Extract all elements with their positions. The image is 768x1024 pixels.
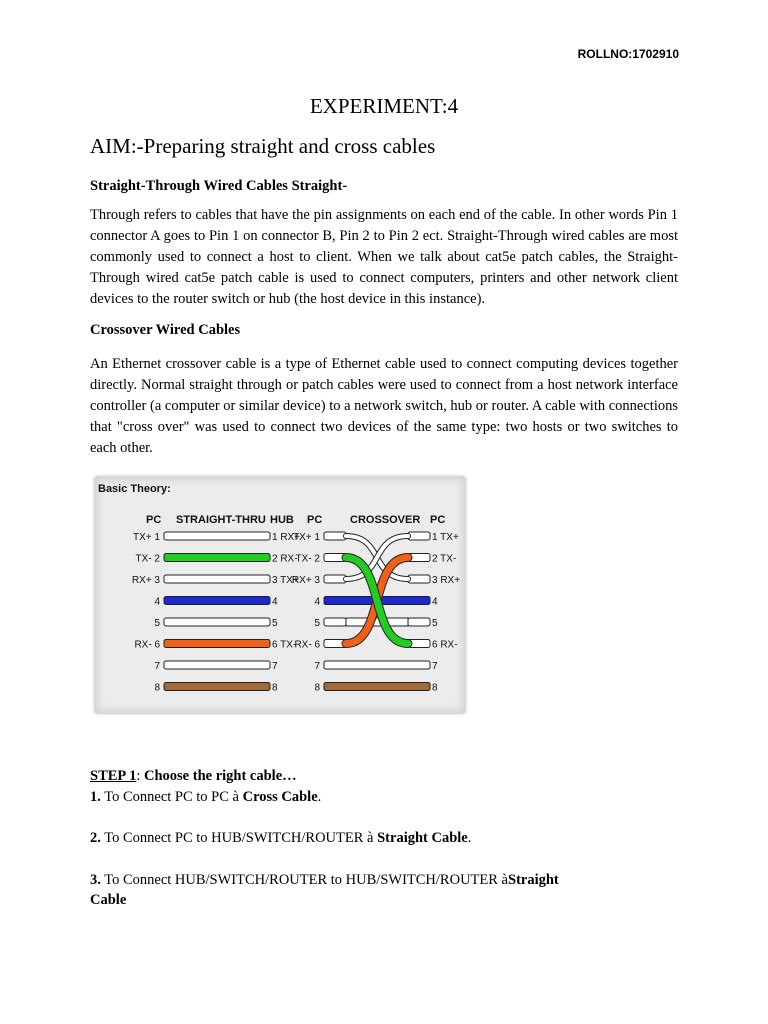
roll-number: ROLLNO:1702910 bbox=[577, 47, 679, 61]
crossover-left-pin-label: 8 bbox=[314, 682, 320, 694]
step-item-bold: Straight bbox=[508, 872, 559, 888]
hub-pin-label: 5 bbox=[272, 618, 278, 629]
step-item-end: . bbox=[317, 789, 322, 805]
step-item-bold: Straight Cable bbox=[377, 830, 468, 846]
step-item-2 bbox=[90, 828, 471, 849]
crossover-left-pin-label: 7 bbox=[314, 661, 320, 672]
crossover-label: CROSSOVER bbox=[350, 514, 421, 526]
crossover-right-pin-label: 5 bbox=[432, 618, 438, 629]
step-item-bold: Cross Cable bbox=[242, 789, 318, 805]
straight-wire bbox=[164, 640, 270, 648]
hub-label: HUB bbox=[270, 514, 294, 526]
step-separator: : bbox=[136, 768, 144, 784]
step-item-number: 2. bbox=[90, 830, 101, 846]
crossover-left-pin-label: RX+ 3 bbox=[291, 575, 320, 586]
left-pin-label: 5 bbox=[154, 618, 160, 629]
straight-wire bbox=[164, 554, 270, 562]
step-title: Choose the right cable… bbox=[144, 768, 297, 784]
straight-wire bbox=[164, 597, 270, 605]
left-pin-label: TX+ 1 bbox=[133, 532, 160, 543]
wiring-diagram bbox=[94, 476, 466, 714]
hub-pin-label: 6 TX- bbox=[272, 639, 297, 651]
left-pin-label: RX- 6 bbox=[134, 639, 160, 651]
straight-wire bbox=[164, 661, 270, 669]
crossover-right-stub bbox=[408, 532, 430, 540]
left-pin-label: 4 bbox=[154, 596, 160, 608]
crossover-left-pin-label: TX+ 1 bbox=[293, 532, 320, 543]
experiment-title: EXPERIMENT:4 bbox=[309, 94, 459, 118]
crossover-left-stub bbox=[324, 618, 346, 626]
crossover-right-pin-label: 6 RX- bbox=[432, 639, 458, 651]
left-pin-label: 8 bbox=[154, 682, 160, 694]
hub-pin-label: 2 RX- bbox=[272, 553, 298, 565]
step-item-end: . bbox=[467, 830, 472, 846]
crossover-straight-wire bbox=[324, 661, 430, 669]
left-pc-label: PC bbox=[146, 514, 162, 526]
crossover-right-pin-label: 1 TX+ bbox=[432, 532, 459, 543]
crossover-straight-wire bbox=[324, 683, 430, 691]
figure-caption: Basic Theory: bbox=[98, 483, 171, 495]
step-label: STEP 1 bbox=[90, 768, 137, 784]
step-item-3-continued bbox=[90, 890, 126, 911]
crossover-left-pin-label: TX- 2 bbox=[295, 553, 320, 565]
hub-pin-label: 1 RX+ bbox=[272, 532, 301, 543]
step-item-text: To Connect PC to PC à bbox=[100, 789, 243, 805]
left-pin-label: TX- 2 bbox=[135, 553, 160, 565]
aim-heading: AIM:-Preparing straight and cross cables bbox=[90, 134, 436, 158]
crossover-right-stub bbox=[408, 575, 430, 583]
hub-pin-label: 3 TX+ bbox=[272, 575, 299, 586]
left-pin-label: 7 bbox=[154, 661, 160, 672]
crossover-right-pin-label: 8 bbox=[432, 682, 438, 694]
crossover-left-pin-label: RX- 6 bbox=[294, 639, 320, 651]
hub-pin-label: 8 bbox=[272, 682, 278, 694]
step-item-number: 1. bbox=[90, 789, 101, 805]
crossover-right-pin-label: 4 bbox=[432, 596, 438, 608]
step-item-1 bbox=[90, 787, 321, 808]
straight-wire bbox=[164, 683, 270, 691]
crossover-paragraph: An Ethernet crossover cable is a type of Ethernet cable used to connect computing devices together directly. Normal straight through or patch cables were used to connect from a host network interface controller (a computer or similar device) to a network switch, hub or router. A cable with connections that "cross over" was used to connect two devices of the same type: two hosts or two switches to each other. bbox=[90, 356, 678, 456]
hub-pin-label: 7 bbox=[272, 661, 278, 672]
straight-wire bbox=[164, 532, 270, 540]
straight-wire bbox=[164, 575, 270, 583]
hub-pin-label: 4 bbox=[272, 596, 278, 608]
step-item-text: To Connect HUB/SWITCH/ROUTER to HUB/SWITCH/ROUTER à bbox=[100, 872, 508, 888]
crossover-left-pin-label: 5 bbox=[314, 618, 320, 629]
crossover-straight-wire bbox=[346, 618, 408, 626]
step-item-number: 3. bbox=[90, 872, 101, 888]
crossover-left-pin-label: 4 bbox=[314, 596, 320, 608]
crossover-right-pin-label: 2 TX- bbox=[432, 553, 457, 565]
straight-thru-label: STRAIGHT-THRU bbox=[176, 514, 266, 526]
crossover-heading: Crossover Wired Cables bbox=[90, 322, 241, 338]
right-pc-label: PC bbox=[430, 514, 446, 526]
step-item-3 bbox=[90, 870, 559, 891]
crossover-left-stub bbox=[324, 532, 346, 540]
step-item-text: To Connect PC to HUB/SWITCH/ROUTER à bbox=[100, 830, 378, 846]
step-1-heading bbox=[90, 766, 297, 787]
crossover-right-pin-label: 3 RX+ bbox=[432, 575, 461, 586]
crossover-left-stub bbox=[324, 575, 346, 583]
left-pin-label: RX+ 3 bbox=[131, 575, 160, 586]
straight-through-paragraph: Through refers to cables that have the pin assignments on each end of the cable. In other words Pin 1 connector A goes to Pin 1 on connector B, Pin 2 to Pin 2 ect. Straight-Through wired cables are most commonly used to connect a host to client. When we talk about cat5e patch cables, the Straight-Through wired cat5e patch cable is used to connect computers, printers and other network client devices to the router switch or hub (the host device in this instance). bbox=[90, 207, 678, 307]
crossover-right-pin-label: 7 bbox=[432, 661, 438, 672]
crossover-right-stub bbox=[408, 618, 430, 626]
step-item-bold: Cable bbox=[90, 892, 127, 908]
cable-wiring-figure bbox=[94, 476, 466, 714]
straight-through-heading: Straight-Through Wired Cables Straight- bbox=[90, 178, 348, 194]
mid-pc-label: PC bbox=[307, 514, 323, 526]
straight-wire bbox=[164, 618, 270, 626]
